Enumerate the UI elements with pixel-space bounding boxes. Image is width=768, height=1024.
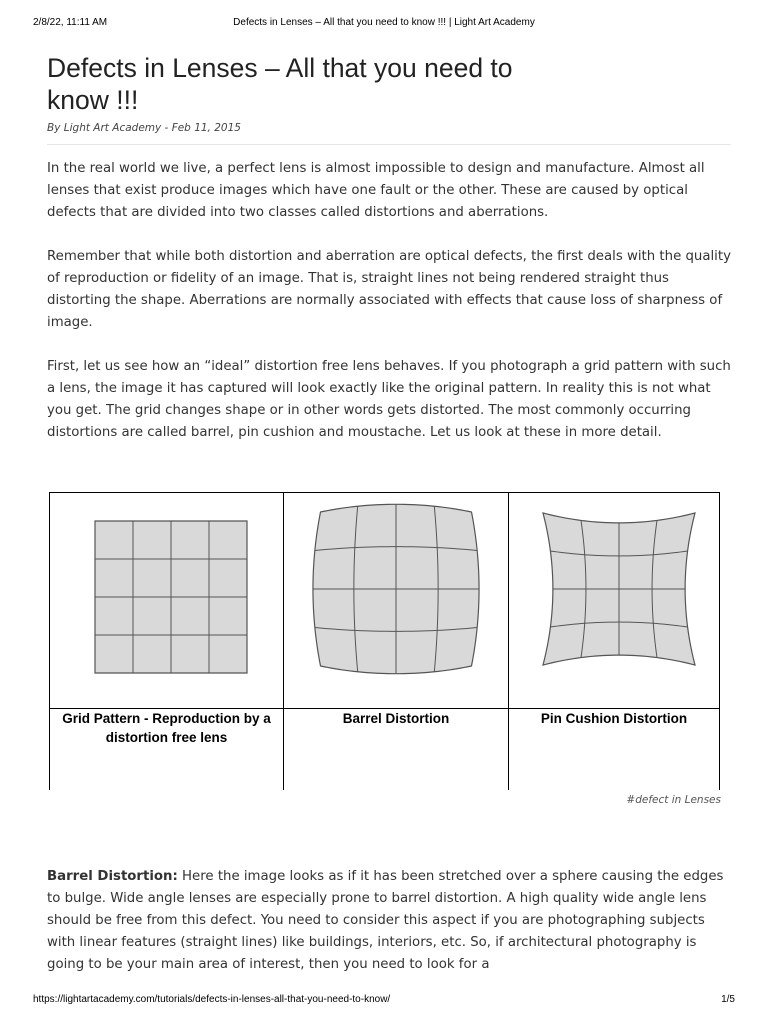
pincushion-distortion-illustration [509,493,721,708]
figure-cell-pincushion [508,492,720,790]
figure-cell-barrel [283,492,508,790]
author-link[interactable]: Light Art Academy [63,122,162,134]
grid-pattern-illustration [50,493,284,708]
print-page-number: 1/5 [721,994,735,1005]
byline-prefix: By [47,122,61,134]
print-datetime: 2/8/22, 11:11 AM [33,17,108,28]
barrel-text: Here the image looks as if it has been stretched over a sphere causing the edges to bulge. Wide angle lenses are especially prone to barrel distortion. A high quality wide angle lens should be free from this defect. You need to consider this aspect if you are photographing subjects with linear features (straight lines) like buildings, interiors, etc. So, if architectural photography is going to be your main area of interest, then you need to look for a [47,869,724,972]
caption-barrel-distortion: Barrel Distortion [342,711,450,726]
paragraph-barrel-distortion [47,866,731,976]
distortion-figure [49,492,720,790]
print-header [0,17,768,31]
barrel-distortion-illustration [284,493,509,708]
tag-link[interactable]: #defect in Lenses [626,794,721,806]
paragraph-distortion-vs-aberration: Remember that while both distortion and aberration are optical defects, the first deals with the quality of reproduction or fidelity of an image. That is, straight lines not being rendered straight thus distorting the shape. Aberrations are normally associated with effects that cause loss of sharpness of image. [47,249,731,330]
article-title: Defects in Lenses – All that you need to know !!! [47,53,513,115]
paragraph-intro: In the real world we live, a perfect lens is almost impossible to design and manufacture. Almost all lenses that exist produce images which have one fault or the other. These are caused by optical defects that are divided into two classes called distortions and aberrations. [47,161,705,220]
print-url: https://lightartacademy.com/tutorials/defects-in-lenses-all-that-you-need-to-know/ [33,994,391,1005]
byline [47,122,731,145]
byline-separator: - [161,122,172,134]
paragraph-ideal-lens: First, let us see how an “ideal” distortion free lens behaves. If you photograph a grid pattern with such a lens, the image it has captured will look exactly like the original pattern. In reality this is not what you get. The grid changes shape or in other words gets distorted. The most commonly occurring distortions are called barrel, pin cushion and moustache. Let us look at these in more detail. [47,359,731,440]
print-page-title: Defects in Lenses – All that you need to know !!! | Light Art Academy [233,17,535,28]
caption-pincushion-distortion: Pin Cushion Distortion [540,711,688,726]
figure-cell-grid [49,492,283,790]
publish-date: Feb 11, 2015 [171,122,241,134]
barrel-heading: Barrel Distortion: [47,869,178,884]
print-footer [0,994,768,1008]
article [47,52,731,466]
caption-grid-pattern: Grid Pattern - Reproduction by a distortion free lens [62,711,271,745]
